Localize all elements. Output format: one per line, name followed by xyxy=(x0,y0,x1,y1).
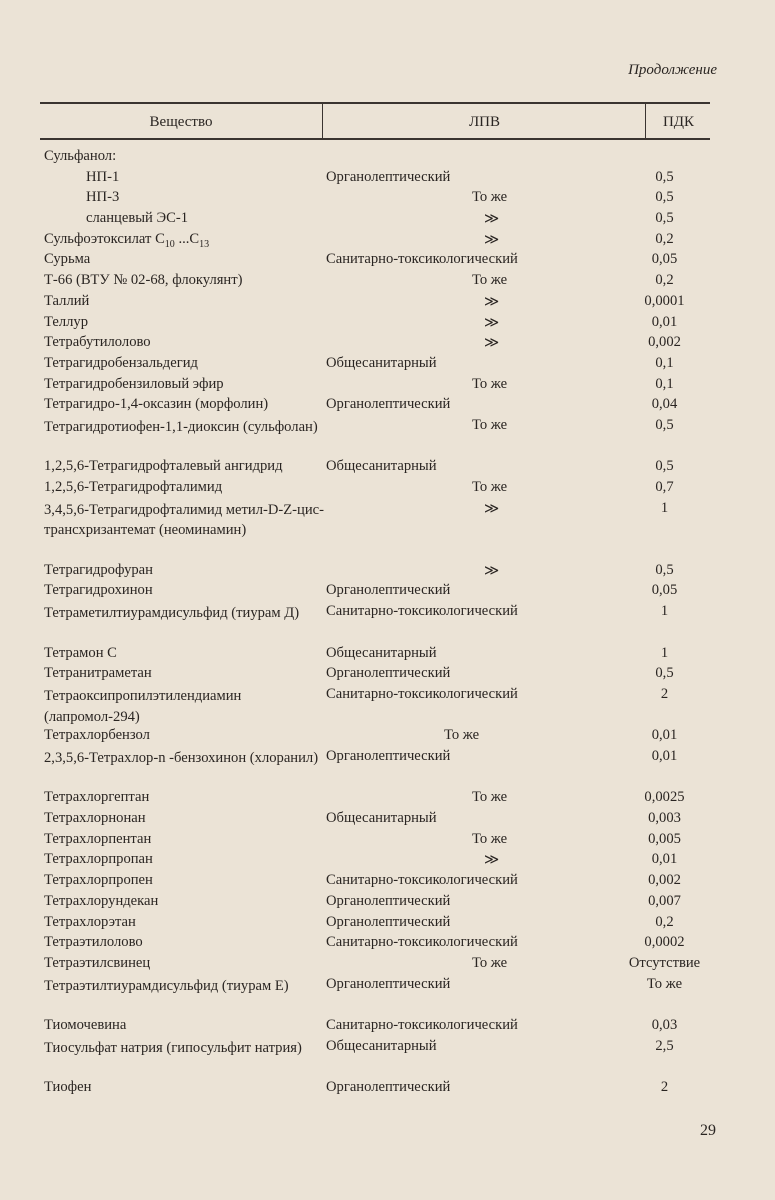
substance-name: Тетраэтилсвинец xyxy=(44,954,151,971)
lpv-value: Санитарно-токсикологический xyxy=(326,251,518,268)
pdk-value: 0,5 xyxy=(655,458,674,475)
substance-name: Сурьма xyxy=(44,251,91,268)
table-row xyxy=(40,1017,730,1038)
substance-name: Тетрахлорпропен xyxy=(44,872,153,889)
table-row xyxy=(40,831,730,852)
pdk-value: 0,1 xyxy=(655,354,674,371)
table-row xyxy=(40,1038,730,1079)
substance-name: Тетрабутилолово xyxy=(44,334,151,351)
table-row xyxy=(40,851,730,872)
lpv-value: То же xyxy=(472,272,508,289)
pdk-value: 1 xyxy=(660,603,669,620)
pdk-value: 0,5 xyxy=(655,189,674,206)
table-row xyxy=(40,210,730,231)
substance-name: сланцевый ЭС-1 xyxy=(86,210,189,227)
lpv-value: Органолептический xyxy=(326,913,451,930)
substance-name: НП-1 xyxy=(86,168,120,185)
lpv-value: То же xyxy=(472,189,508,206)
substance-name: Тетрахлорпентан xyxy=(44,830,152,847)
pdk-value: 0,01 xyxy=(651,851,678,868)
substance-name: Тетрахлорнонан xyxy=(44,810,146,827)
pdk-value: То же xyxy=(646,975,683,992)
substance-name: Тиосульфат натрия (гипосульфит натрия) xyxy=(44,1039,302,1056)
lpv-value: Органолептический xyxy=(326,168,451,185)
pdk-value: 0,2 xyxy=(655,913,674,930)
substance-name: Сульфанол: xyxy=(44,148,117,164)
substance-name: 1,2,5,6-Тетрагидрофталимид xyxy=(44,479,223,496)
lpv-value: Органолептический xyxy=(326,582,451,599)
substance-name: Тетрахлорпропан xyxy=(44,851,153,868)
pdk-value: 0,01 xyxy=(651,748,678,765)
substance-name: Тетрахлорэтан xyxy=(44,913,136,930)
table-row xyxy=(40,934,730,955)
pdk-value: 0,03 xyxy=(651,1016,678,1033)
page-number: 29 xyxy=(700,1122,716,1139)
pdk-value: 0,2 xyxy=(655,272,674,289)
substance-name: Тетрагидрохинон xyxy=(44,582,153,599)
lpv-value: Санитарно-токсикологический xyxy=(326,603,518,620)
table-row xyxy=(40,500,730,562)
substance-name: Тетрамон С xyxy=(44,644,117,661)
pdk-value: 0,01 xyxy=(651,313,678,330)
table-row xyxy=(40,479,730,500)
lpv-value: Органолептический xyxy=(326,975,451,992)
pdk-value: 0,5 xyxy=(655,210,674,227)
lpv-value: То же xyxy=(472,479,508,496)
lpv-value: Общесанитарный xyxy=(326,354,437,371)
lpv-value: Санитарно-токсикологический xyxy=(326,934,518,951)
table-row xyxy=(40,686,730,727)
table-row xyxy=(40,955,730,976)
substance-name: Тетрахлоргептан xyxy=(44,789,150,806)
substance-name: 3,4,5,6-Тетрагидрофталимид метил-D-Z-цис-трансхризантемат (неоминамин) xyxy=(44,501,324,539)
header-substance: Вещество xyxy=(149,114,213,130)
lpv-value: Общесанитарный xyxy=(326,458,437,475)
lpv-value: Органолептический xyxy=(326,892,451,909)
pdk-value: 0,05 xyxy=(651,582,678,599)
table-row xyxy=(40,148,730,169)
lpv-value: ≫ xyxy=(484,562,500,579)
substance-name: Тетраметилтиурамдисульфид (тиурам Д) xyxy=(44,605,300,622)
pdk-value: 0,5 xyxy=(655,168,674,185)
pdk-value: 0,7 xyxy=(655,479,674,496)
lpv-value: То же xyxy=(472,954,508,971)
table-row xyxy=(40,789,730,810)
pdk-value: 0,003 xyxy=(648,810,681,827)
table-row xyxy=(40,1079,730,1100)
pdk-value: 2 xyxy=(660,1079,669,1096)
lpv-value: То же xyxy=(472,416,508,433)
table-row xyxy=(40,603,730,644)
lpv-value: Общесанитарный xyxy=(326,1037,437,1054)
lpv-value: То же xyxy=(472,375,508,392)
lpv-value: Санитарно-токсикологический xyxy=(326,685,518,702)
substance-name: Т-66 (ВТУ № 02-68, флокулянт) xyxy=(44,272,243,289)
pdk-value: 2 xyxy=(660,685,669,702)
pdk-value: 0,01 xyxy=(651,727,678,744)
substance-name: 2,3,5,6-Тетрахлор-n -бензохинон (хлоранил) xyxy=(44,750,319,767)
table-row xyxy=(40,251,730,272)
substance-name: Тиомочевина xyxy=(44,1016,127,1033)
lpv-value: Санитарно-токсикологический xyxy=(326,1016,518,1033)
substance-name: Сульфоэтоксилат $C_{10}$ $...C_{13}$ xyxy=(44,230,210,250)
table-row xyxy=(40,272,730,293)
pdk-value: 0,0002 xyxy=(644,934,685,951)
table-header xyxy=(40,102,710,140)
lpv-value: Органолептический xyxy=(326,1079,451,1096)
lpv-value: ≫ xyxy=(484,211,500,228)
substance-name: Теллур xyxy=(44,313,88,330)
pdk-value: 0,5 xyxy=(655,665,674,682)
lpv-value: ≫ xyxy=(484,852,500,869)
table-row xyxy=(40,665,730,686)
lpv-value: ≫ xyxy=(484,500,500,517)
lpv-value: То же xyxy=(472,789,508,806)
table-row xyxy=(40,976,730,1017)
substance-name: Тетрагидротиофен-1,1-диоксин (сульфолан) xyxy=(44,418,318,435)
pdk-value: 0,04 xyxy=(651,396,678,413)
table-row xyxy=(40,645,730,666)
substance-name: Тетрагидробензальдегид xyxy=(44,354,198,371)
substance-name: Тетраоксипропилэтилендиамин (лапромол-294) xyxy=(44,687,242,725)
substance-name: Тетранитраметан xyxy=(44,665,152,682)
pdk-value: 0,5 xyxy=(655,561,674,578)
lpv-value: То же xyxy=(444,727,480,744)
table-row xyxy=(40,189,730,210)
lpv-value: Органолептический xyxy=(326,665,451,682)
lpv-value: Санитарно-токсикологический xyxy=(326,872,518,889)
substance-name: Тетраэтилолово xyxy=(44,934,143,951)
substance-name: Таллий xyxy=(44,292,90,309)
substance-name: Тетрахлорундекан xyxy=(44,892,159,909)
lpv-value: Общесанитарный xyxy=(326,810,437,827)
pdk-value: 0,007 xyxy=(648,892,681,909)
substance-name: Тетрагидробензиловый эфир xyxy=(44,375,224,392)
lpv-value: То же xyxy=(472,830,508,847)
pdk-value: 0,05 xyxy=(651,251,678,268)
continuation-label: Продолжение xyxy=(628,62,717,78)
table-row xyxy=(40,314,730,335)
table-row xyxy=(40,458,730,479)
table-row xyxy=(40,334,730,355)
table-row xyxy=(40,562,730,583)
substance-name: Тетрагидро-1,4-оксазин (морфолин) xyxy=(44,396,269,413)
table-row xyxy=(40,893,730,914)
table-row xyxy=(40,169,730,190)
table-row xyxy=(40,810,730,831)
table-row xyxy=(40,727,730,748)
pdk-value: Отсутствие xyxy=(628,954,701,971)
pdk-value: 2,5 xyxy=(655,1037,674,1054)
table-row xyxy=(40,293,730,314)
table-row xyxy=(40,231,730,252)
header-pdk: ПДК xyxy=(645,104,711,140)
table-body xyxy=(40,148,730,1100)
lpv-value: Органолептический xyxy=(326,748,451,765)
table-row xyxy=(40,872,730,893)
table-row xyxy=(40,582,730,603)
header-lpv: ЛПВ xyxy=(322,104,646,140)
table-row xyxy=(40,376,730,397)
substance-name: НП-3 xyxy=(86,189,120,206)
pdk-value: 0,1 xyxy=(655,375,674,392)
pdk-value: 0,5 xyxy=(655,416,674,433)
pdk-value: 1 xyxy=(660,499,669,516)
pdk-value: 0,002 xyxy=(648,872,681,889)
pdk-value: 0,2 xyxy=(655,230,674,247)
substance-name: 1,2,5,6-Тетрагидрофталевый ангидрид xyxy=(44,458,283,475)
pdk-value: 0,0001 xyxy=(644,292,685,309)
substance-name: Тетраэтилтиурамдисульфид (тиурам Е) xyxy=(44,977,289,994)
substance-name: Тетрагидрофуран xyxy=(44,561,153,578)
lpv-value: ≫ xyxy=(484,293,500,310)
lpv-value: Органолептический xyxy=(326,396,451,413)
lpv-value: Общесанитарный xyxy=(326,644,437,661)
lpv-value: ≫ xyxy=(484,335,500,352)
substance-name: Тиофен xyxy=(44,1079,92,1096)
table-row xyxy=(40,748,730,789)
substance-name: Тетрахлорбензол xyxy=(44,727,150,744)
pdk-value: 0,005 xyxy=(648,830,681,847)
pdk-value: 0,0025 xyxy=(644,789,685,806)
table-row xyxy=(40,355,730,376)
table-row xyxy=(40,417,730,458)
pdk-value: 0,002 xyxy=(648,334,681,351)
table-row xyxy=(40,914,730,935)
table-row xyxy=(40,396,730,417)
pdk-value: 1 xyxy=(660,644,669,661)
lpv-value: ≫ xyxy=(484,314,500,331)
lpv-value: ≫ xyxy=(484,231,500,248)
